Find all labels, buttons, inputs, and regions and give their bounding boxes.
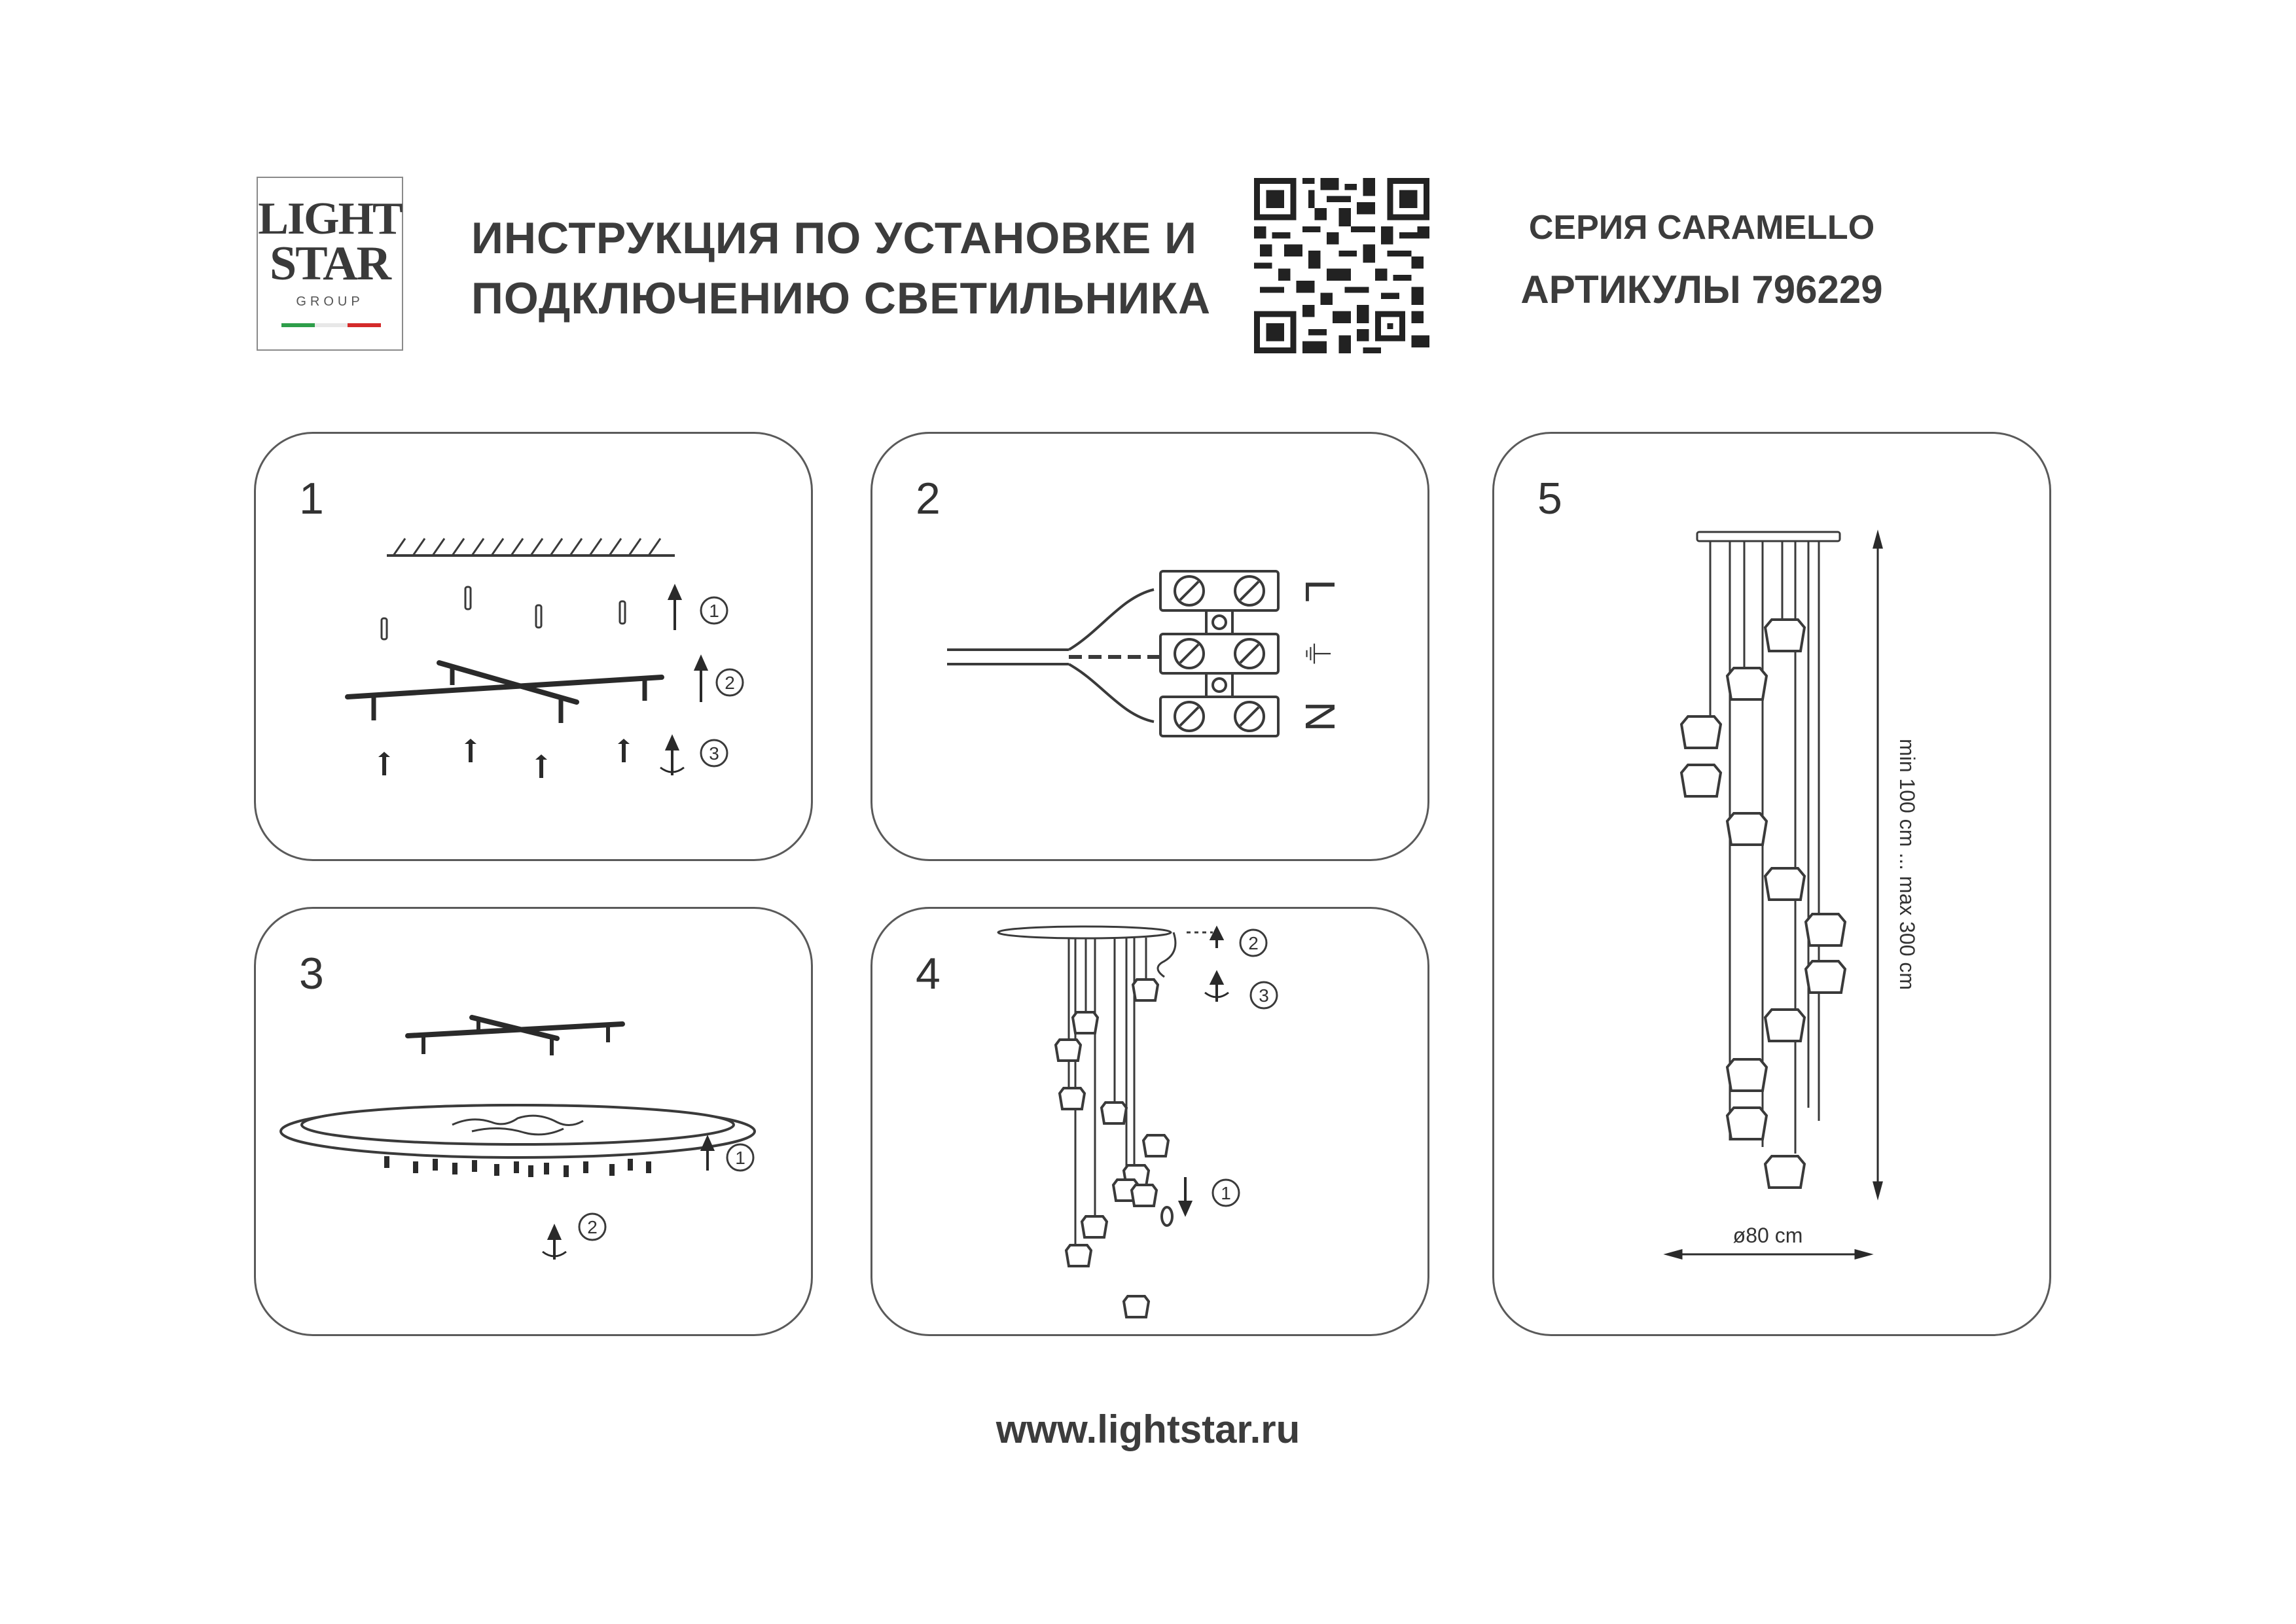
height-dimension <box>1874 533 1882 1197</box>
step-3-marker-2: 2 <box>587 1217 598 1237</box>
step-4-panel <box>870 907 1429 1336</box>
step-5-panel <box>1492 432 2051 1336</box>
height-range-label: min 100 cm ... max 300 cm <box>1895 738 1919 991</box>
screws <box>378 739 630 778</box>
step-1-marker-3: 3 <box>709 743 719 764</box>
qr-code-icon <box>1254 178 1429 353</box>
instruction-title <box>471 208 1224 328</box>
step-1-panel <box>254 432 813 861</box>
mounting-bar <box>348 663 662 702</box>
instruction-title-line-2: ПОДКЛЮЧЕНИЮ СВЕТИЛЬНИКА <box>471 274 1211 323</box>
terminal-label-n: N <box>1297 701 1344 732</box>
step-1-markers <box>701 597 743 766</box>
step-2-diagram <box>872 434 1431 863</box>
step-5-diagram <box>1494 434 2053 1338</box>
step-4-arrows <box>1180 928 1229 1214</box>
step-4-diagram <box>872 909 1431 1338</box>
step-4-marker-1: 1 <box>1221 1183 1231 1203</box>
logo-word-star: STAR <box>270 237 390 291</box>
step-2-number: 2 <box>916 474 941 523</box>
step-1-diagram <box>256 434 815 863</box>
step-4-markers <box>1213 930 1277 1206</box>
step-4-marker-2: 2 <box>1248 933 1259 953</box>
website-link[interactable]: www.lightstar.ru <box>996 1407 1300 1451</box>
mounting-bar-legs <box>374 668 645 723</box>
step-3-marker-1: 1 <box>735 1148 745 1168</box>
step-2-panel <box>870 432 1429 861</box>
diameter-dimension <box>1667 1250 1870 1258</box>
article-number: АРТИКУЛЫ 796229 <box>1520 268 1883 311</box>
step-3-markers <box>579 1144 753 1240</box>
step-4-marker-3: 3 <box>1259 985 1269 1006</box>
step-1-marker-1: 1 <box>709 601 719 621</box>
step-5-number: 5 <box>1537 474 1562 523</box>
step-3-number: 3 <box>299 949 324 998</box>
brand-logo <box>257 177 403 351</box>
series-label: СЕРИЯ CARAMELLO <box>1528 209 1875 247</box>
instruction-title-line-1: ИНСТРУКЦИЯ ПО УСТАНОВКЕ И <box>471 213 1197 263</box>
logo-word-light: LIGHT <box>258 194 402 244</box>
step-1-marker-2: 2 <box>725 673 735 693</box>
cable-loop <box>1158 932 1213 977</box>
ceiling-hatch <box>393 538 660 556</box>
step-1-number: 1 <box>299 474 324 523</box>
logo-flag <box>281 323 381 327</box>
diameter-label: ø80 cm <box>1732 1224 1803 1247</box>
step-3-panel <box>254 907 813 1336</box>
step-3-diagram <box>256 909 815 1338</box>
power-cable <box>947 590 1160 722</box>
canopy <box>1697 532 1840 541</box>
step-4-number: 4 <box>916 949 941 998</box>
mounting-bar <box>408 1017 622 1038</box>
ground-icon: ⏚ <box>1299 637 1333 670</box>
terminal-label-l: L <box>1297 579 1344 603</box>
cable-holders <box>384 1156 651 1177</box>
step-1-arrows <box>660 587 706 775</box>
canopy <box>998 927 1171 938</box>
wall-plugs <box>382 587 625 639</box>
logo-word-group: GROUP <box>296 294 364 309</box>
